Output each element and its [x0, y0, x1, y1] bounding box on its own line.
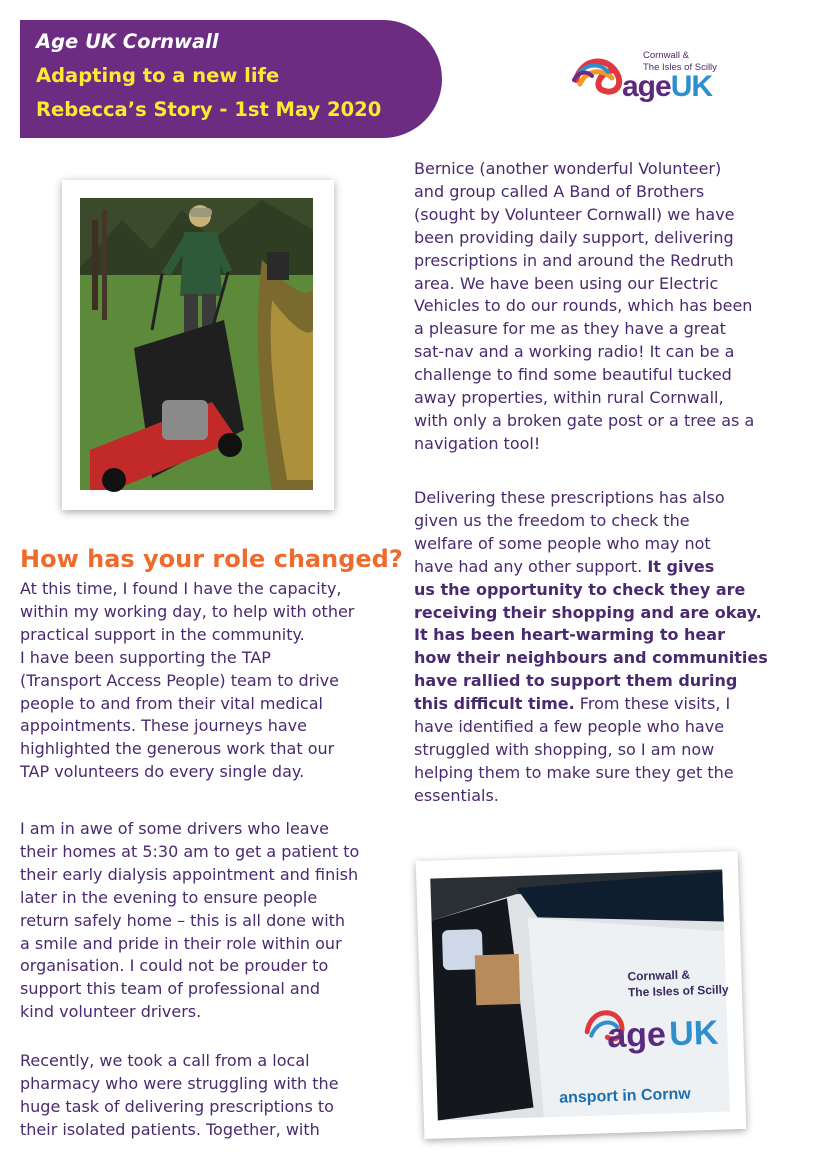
page-title: Adapting to a new life — [36, 64, 280, 87]
right-paragraph-1: Bernice (another wonderful Volunteer) and group called A Band of Brothers (sought by Volunteer Cornwall) we have been providing daily support, delivering prescriptions in and around the Redruth area. We have been using our Electric Vehicles to do our rounds, which has been a pleasure for me as they have a great sat-nav and a working radio! It can be a challenge to find some beautiful tucked away properties, within rural Cornwall, with only a broken gate post or a tree as a navigation tool! — [414, 159, 755, 453]
section-heading: How has your role changed? — [20, 545, 403, 573]
woman-mowing-lawn-photo — [62, 180, 334, 510]
logo-region-text: Cornwall & The Isles of Scilly — [643, 50, 717, 73]
van-logo-age: age — [606, 1015, 667, 1056]
story-subtitle: Rebecca’s Story - 1st May 2020 — [36, 98, 382, 121]
van-side-text: ansport in Cornw — [558, 1085, 691, 1107]
age-uk-electric-vehicle-photo — [416, 851, 747, 1139]
left-paragraph-2: I am in awe of some drivers who leave their homes at 5:30 am to get a patient to their early dialysis appointment and finish later in the evening to ensure people return safely home – this is all done with a smile and pride in their role within our organisation. I could not be prouder to support this team of professional and kind volunteer drivers. — [20, 819, 360, 1022]
org-name: Age UK Cornwall — [36, 30, 219, 53]
right-paragraph-2: Delivering these prescriptions has also given us the freedom to check the welfare of some people who may not have had any other support. It gives us the opportunity to check they are receiving their shopping and are okay. It has been heart-warming to hear how their neighbours and communities have rallied to support them during this difficult time. From these visits, I have identified a few people who have struggled with shopping, so I am now helping them to make sure they get the essentials. — [414, 488, 768, 805]
logo-wordmark: ageUK — [622, 70, 713, 103]
left-paragraph-1: At this time, I found I have the capacity, within my working day, to help with other practical support in the community. I have been supporting the TAP (Transport Access People) team to drive people to and from their vital medical appointments. These journeys have highlighted the generous work that our TAP volunteers do every single day. — [20, 579, 355, 782]
van-logo-uk: UK — [668, 1013, 719, 1054]
left-paragraph-3: Recently, we took a call from a local pharmacy who were struggling with the huge task of delivering prescriptions to their isolated patients. Together, with — [20, 1051, 339, 1139]
van-logo-region: Cornwall & The Isles of Scilly — [627, 967, 729, 1000]
